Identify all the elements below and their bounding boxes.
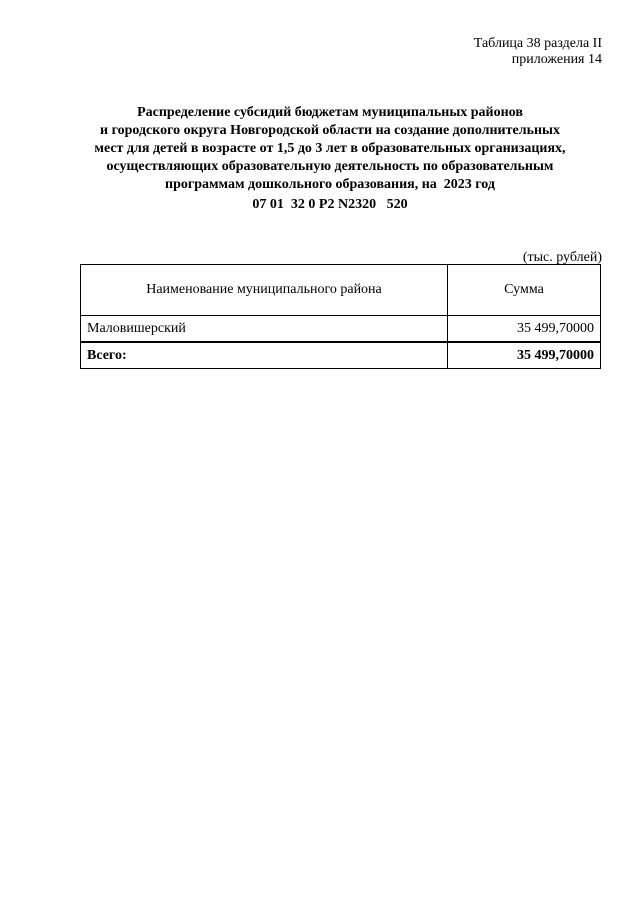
total-amount-cell: 35 499,70000 <box>448 342 601 369</box>
district-name-cell: Маловишерский <box>81 316 448 343</box>
column-header-amount: Сумма <box>448 265 601 316</box>
title-line-5: программам дошкольного образования, на 2023 год <box>165 177 495 192</box>
amount-cell: 35 499,70000 <box>448 316 601 343</box>
title-line-1: Распределение субсидий бюджетам муниципальных районов <box>137 105 523 120</box>
total-label-cell: Всего: <box>81 342 448 369</box>
reference-line-1: Таблица 38 раздела II <box>473 36 602 51</box>
table-header-row <box>81 265 601 316</box>
column-header-district: Наименование муниципального района <box>81 265 448 316</box>
title-line-2: и городского округа Новгородской области на создание дополнительных <box>100 123 560 138</box>
budget-classification-code: 07 01 32 0 P2 N2320 520 <box>252 197 408 212</box>
table-reference <box>402 36 602 68</box>
distribution-table <box>80 264 601 369</box>
total-row <box>81 342 601 369</box>
title-line-3: мест для детей в возрасте от 1,5 до 3 лет в образовательных организациях, <box>94 141 566 156</box>
table-row <box>81 316 601 343</box>
title-line-4: осуществляющих образовательную деятельность по образовательным <box>106 159 554 174</box>
reference-line-2: приложения 14 <box>511 52 602 67</box>
document-title <box>70 104 590 194</box>
units-label: (тыс. рублей) <box>522 250 602 265</box>
